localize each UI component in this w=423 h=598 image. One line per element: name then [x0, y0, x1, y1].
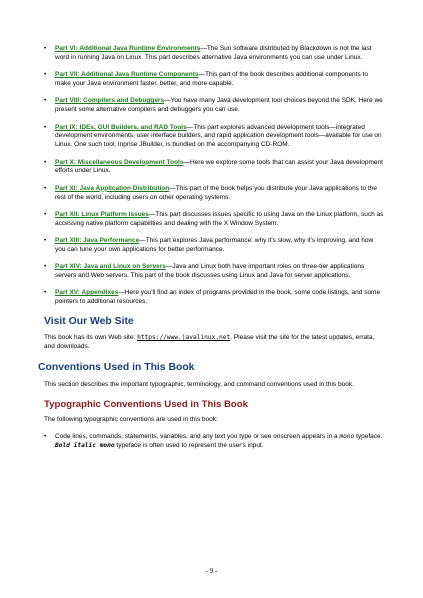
bullet: • — [44, 237, 47, 245]
part-link[interactable]: Part VIII: Compilers and Debuggers — [55, 97, 165, 105]
page-content — [38, 45, 384, 451]
typographic-intro: The following typographic conventions are used in this book: — [44, 416, 218, 424]
item-text-3: typeface is often used to represent the user's input. — [114, 442, 264, 450]
visit-text-after: . Please visit the site for the latest updates, errata, and downloads. — [44, 334, 375, 350]
bullet: • — [44, 433, 47, 441]
bullet: • — [44, 263, 47, 271]
visit-text-before: This book has its own Web site: — [44, 334, 138, 342]
part-link[interactable]: Part XV: Appendixes — [55, 289, 119, 297]
part-link[interactable]: Part XIII: Java Performance — [55, 237, 140, 245]
part-description: —This part of the book helps you distribute your Java applications to the rest of the world, including users on other operating systems. — [55, 184, 378, 201]
part-description: —You have many Java development tool choices beyond the SDK. Here we present some alternative compilers and debuggers you can use. — [55, 97, 383, 114]
item-text-1: Code lines, commands, statements, variables, and any text you type or see onscreen appears in a — [55, 433, 340, 441]
part-description: —This part explores advanced development tools—integrated development environments, user interface builders, and rapid application development tools—available for use on Linux. One such tool, Inprise JBuilder, is bundled on the accompanying CD-ROM. — [55, 123, 382, 149]
bullet: • — [44, 210, 47, 218]
list-item — [44, 71, 384, 89]
bullet: • — [44, 289, 47, 297]
bullet: • — [44, 184, 47, 192]
part-link[interactable]: Part XIV: Java and Linux on Servers — [55, 263, 166, 271]
part-link[interactable]: Part VI: Additional Java Runtime Environments — [55, 45, 201, 52]
bold-italic-mono-sample: Bold italic mono — [55, 442, 115, 450]
bullet: • — [44, 158, 47, 166]
part-description: —Here you'll find an index of programs provided in the book, some code listings, and some pointers to additional resources. — [55, 289, 381, 306]
list-item — [44, 211, 384, 229]
list-item — [44, 159, 384, 177]
list-item — [44, 97, 384, 115]
item-text-2: typeface. — [354, 433, 383, 441]
conventions-paragraph: This section describes the important typographic, terminology, and command conventions used in this book. — [44, 380, 354, 388]
list-item — [44, 263, 384, 281]
part-description: —This part explores Java performance: why it's slow, why it's improving, and how you can tune your own applications for better performance. — [55, 237, 374, 253]
list-item — [44, 45, 384, 63]
visit-heading: Visit Our Web Site — [44, 316, 134, 328]
list-item — [44, 185, 384, 203]
list-item — [44, 237, 384, 255]
part-link[interactable]: Part VII: Additional Java Runtime Components — [55, 71, 199, 79]
part-link[interactable]: Part IX: IDEs, GUI Builders, and RAD Tools — [55, 123, 187, 131]
mono-sample: mono — [339, 433, 355, 441]
typographic-heading: Typographic Conventions Used in This Book — [44, 399, 248, 411]
part-description: —The Sun software distributed by Blackdown is not the last word in running Java on Linux. This part describes alternative Java environments you can use under Linux. — [55, 45, 372, 61]
visit-paragraph — [44, 334, 384, 352]
parts-list — [44, 45, 384, 307]
bullet: • — [44, 97, 47, 105]
conventions-list — [44, 433, 384, 451]
part-link[interactable]: Part XI: Java Application Distribution — [55, 184, 170, 192]
bullet: • — [44, 71, 47, 79]
list-item — [44, 433, 384, 451]
part-description: —This part of the book describes additional components to make your Java environment faster, better, and more capable. — [55, 71, 368, 87]
website-link[interactable]: https://www.javalinux.net — [137, 334, 231, 342]
part-description: —This part discusses issues specific to using Java on the Linux platform, such as accessing native platform capabilities and dealing with the X Window System. — [55, 210, 384, 227]
list-item — [44, 289, 384, 307]
part-description: —Java and Linux both have important roles on three-tier applications servers and Web servers. This part of the book discusses using Linux and Java for server applications. — [55, 263, 365, 280]
bullet: • — [44, 45, 47, 52]
conventions-heading: Conventions Used in This Book — [38, 361, 195, 373]
part-link[interactable]: Part X: Miscellaneous Development Tools — [55, 158, 184, 166]
list-item — [44, 124, 384, 150]
part-description: —Here we explore some tools that can assist your Java development efforts under Linux. — [55, 158, 383, 175]
bullet: • — [44, 123, 47, 131]
part-link[interactable]: Part XII: Linux Platform Issues — [55, 210, 149, 218]
page-number: - 9 - — [205, 567, 218, 575]
